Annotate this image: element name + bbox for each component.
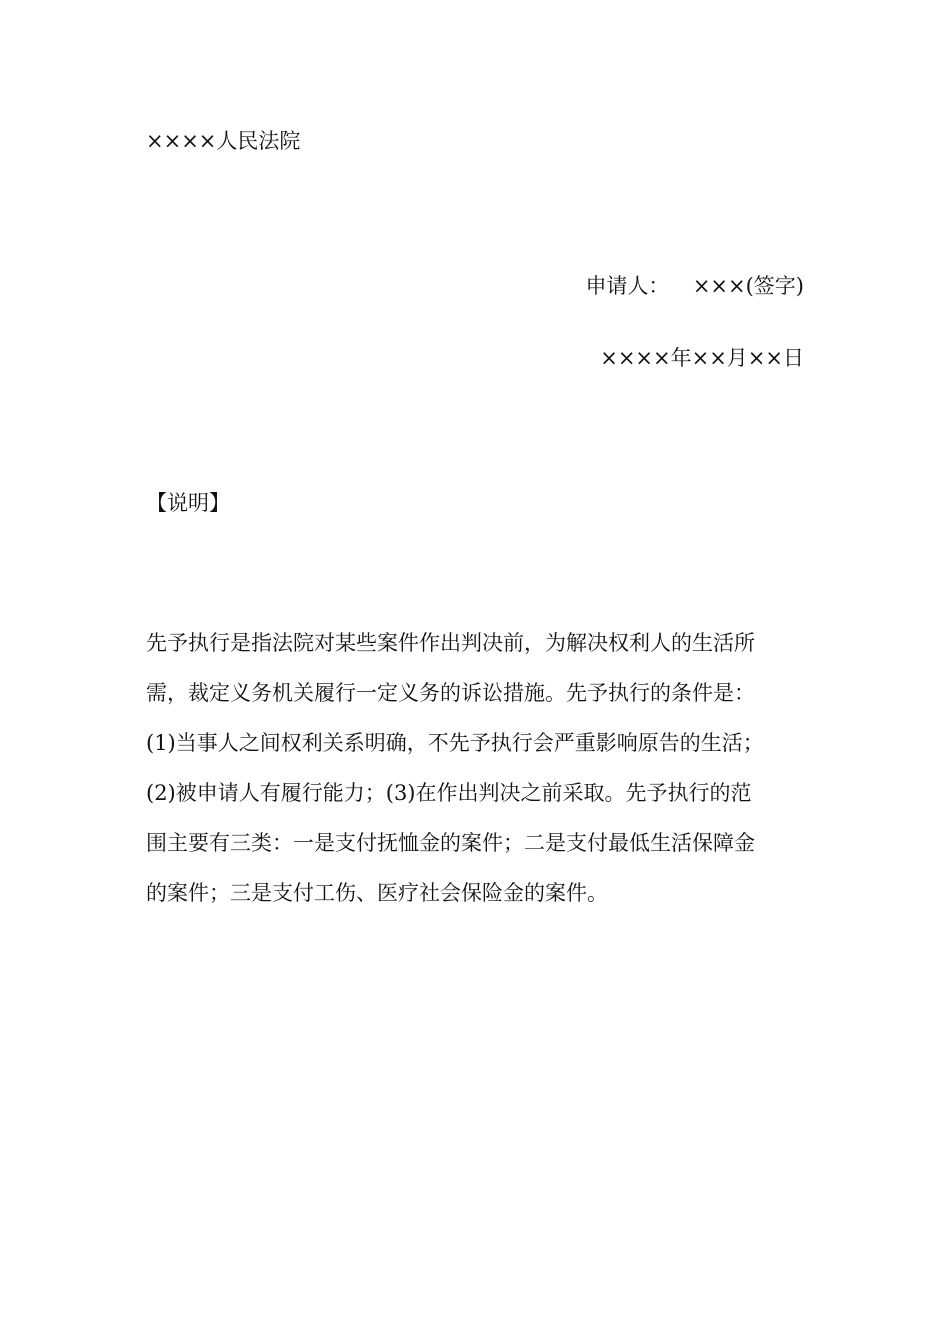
explanation-line: 的案件；三是支付工伤、医疗社会保险金的案件。	[146, 881, 608, 905]
explanation-line: 先予执行是指法院对某些案件作出判决前，为解决权利人的生活所	[146, 631, 755, 655]
signature-date: ××××年××月××日	[600, 346, 804, 370]
applicant-signature-line	[585, 276, 804, 297]
explanation-line: 围主要有三类：一是支付抚恤金的案件；二是支付最低生活保障金	[146, 831, 755, 855]
explanation-line: 需，裁定义务机关履行一定义务的诉讼措施。先予执行的条件是：	[146, 681, 755, 705]
applicant-label: 申请人：	[585, 274, 670, 298]
explanation-paragraph	[146, 618, 806, 918]
explanation-line: (2)被申请人有履行能力；(3)在作出判决之前采取。先予执行的范	[146, 781, 752, 805]
explanation-line: (1)当事人之间权利关系明确，不先予执行会严重影响原告的生活；	[146, 731, 764, 755]
explanation-heading: 【说明】	[146, 491, 230, 515]
applicant-signature: ×××(签字)	[692, 274, 804, 298]
court-addressee: ××××人民法院	[146, 129, 301, 153]
